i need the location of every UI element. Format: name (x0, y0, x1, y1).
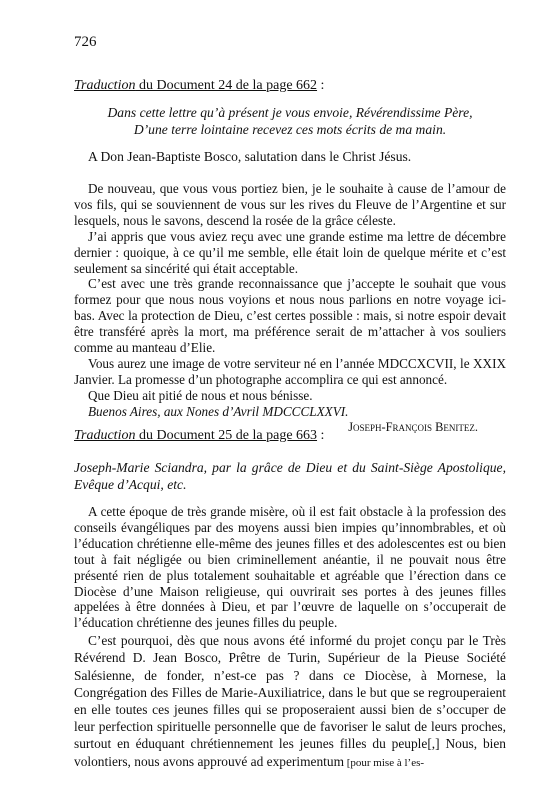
doc24-signature: Joseph-François Benitez. (348, 419, 478, 434)
doc25-heading-end: : (317, 428, 325, 443)
doc25-paragraph-1: A cette époque de très grande misère, où il est fait obstacle à la profession des conseils évangéliques par des moyens aussi bien impies qu’innombrables, et où l’éducation chrétienne elle-même des jeunes filles et des adolescentes est ou bien tout à fait négligée ou bien criminellement anéantie, il ne pouvait nous être présenté rien de plus totalement souhaitable et agréable que l’érection dans ce Diocèse d’une Maison religieuse, qui ouvrirait ses portes à des jeunes filles appelées à être données à Dieu, et par l’œuvre de laquelle on s’occuperait de l’éducation chrétienne des jeunes filles du peuple. (74, 504, 506, 631)
doc25-body (74, 504, 506, 772)
doc24-heading-end: : (317, 78, 325, 93)
doc25-heading (74, 428, 506, 444)
doc24-heading-mid: du Document 24 de la (135, 78, 267, 93)
doc24-verse (74, 104, 506, 138)
doc25-paragraph-2-tail: [pour mise à l’es- (343, 756, 425, 769)
doc25-heading-page: page 663 (266, 428, 318, 443)
doc24-heading-page: page 662 (266, 78, 318, 93)
doc24-place-date: Buenos Aires, aux Nones d’Avril MDCCCLXXVI. (88, 403, 349, 419)
doc25-heading-mid: du Document 25 de la (135, 428, 267, 443)
doc25-heading-label: Traduction (74, 428, 136, 443)
doc24-paragraph-1: De nouveau, que vous vous portiez bien, je le souhaite à cause de l’amour de vos fils, qui se souviennent de vous sur les rives du Fleuve de l’Argentine et sur lesquels, nous le savons, descend la rosée de la grâce céleste. (74, 181, 506, 228)
doc24-verse-line-1: Dans cette lettre qu’à présent je vous envoie, Révérendissime Père, (107, 105, 473, 120)
doc24-paragraph-3: C’est avec une très grande reconnaissance que j’accepte le souhait que vous formez pour que nous nous voyions et nous nous parlions en notre voyage ici-bas. Avec la protection de Dieu, c’est certes possible : mais, si notre espoir devait être transféré après la mort, ma préférence serait de m’attacher à vos souliers comme au manteau d’Elie. (74, 276, 506, 356)
doc24-paragraph-4: Vous aurez une image de votre serviteur né en l’année MDCCXCVII, le XXIX Janvier. La promesse d’un photographe accomplira ce qui est annoncé. (74, 355, 506, 387)
page-number: 726 (74, 34, 97, 50)
doc24-paragraph-2: J’ai appris que vous aviez reçu avec une grande estime ma lettre de décembre dernier : quoique, à ce qu’il me semble, elle était loin de quelque mérite et c’est seulement sa sincérité qui était acceptable. (74, 228, 506, 276)
doc24-heading-label: Traduction (74, 78, 136, 93)
doc24-heading (74, 78, 506, 94)
doc24-salutation: A Don Jean-Baptiste Bosco, salutation dans le Christ Jésus. (88, 149, 412, 164)
doc24-body (74, 181, 506, 436)
doc24-paragraph-5: Que Dieu ait pitié de nous et nous bénisse. (88, 387, 313, 403)
doc25-paragraph-2-text: C’est pourquoi, dès que nous avons été informé du projet conçu par le Très Révérend D. Jean Bosco, Prêtre de Turin, Supérieur de la Pieuse Société Salésienne, de fonder, n’est-ce pas ? dans ce Diocèse, à Mornese, la Congrégation des Filles de Marie-Auxiliatrice, dans le but que se regrouperaient en elle toutes ces jeunes filles qui se proposeraient aussi bien de s’occuper de leur perfection spirituelle personnelle que de favoriser le salut de leurs proches, surtout en éduquant chrétiennement les jeunes filles du peuple[,] Nous, bien volontiers, nous avons approuvé ad experimentum (74, 633, 506, 769)
doc25-paragraph-2 (74, 632, 506, 772)
doc24-verse-line-2: D’une terre lointaine recevez ces mots écrits de ma main. (133, 122, 447, 137)
doc25-intro: Joseph-Marie Sciandra, par la grâce de Dieu et du Saint-Siège Apostolique, Evêque d’Acqui, etc. (74, 460, 506, 492)
